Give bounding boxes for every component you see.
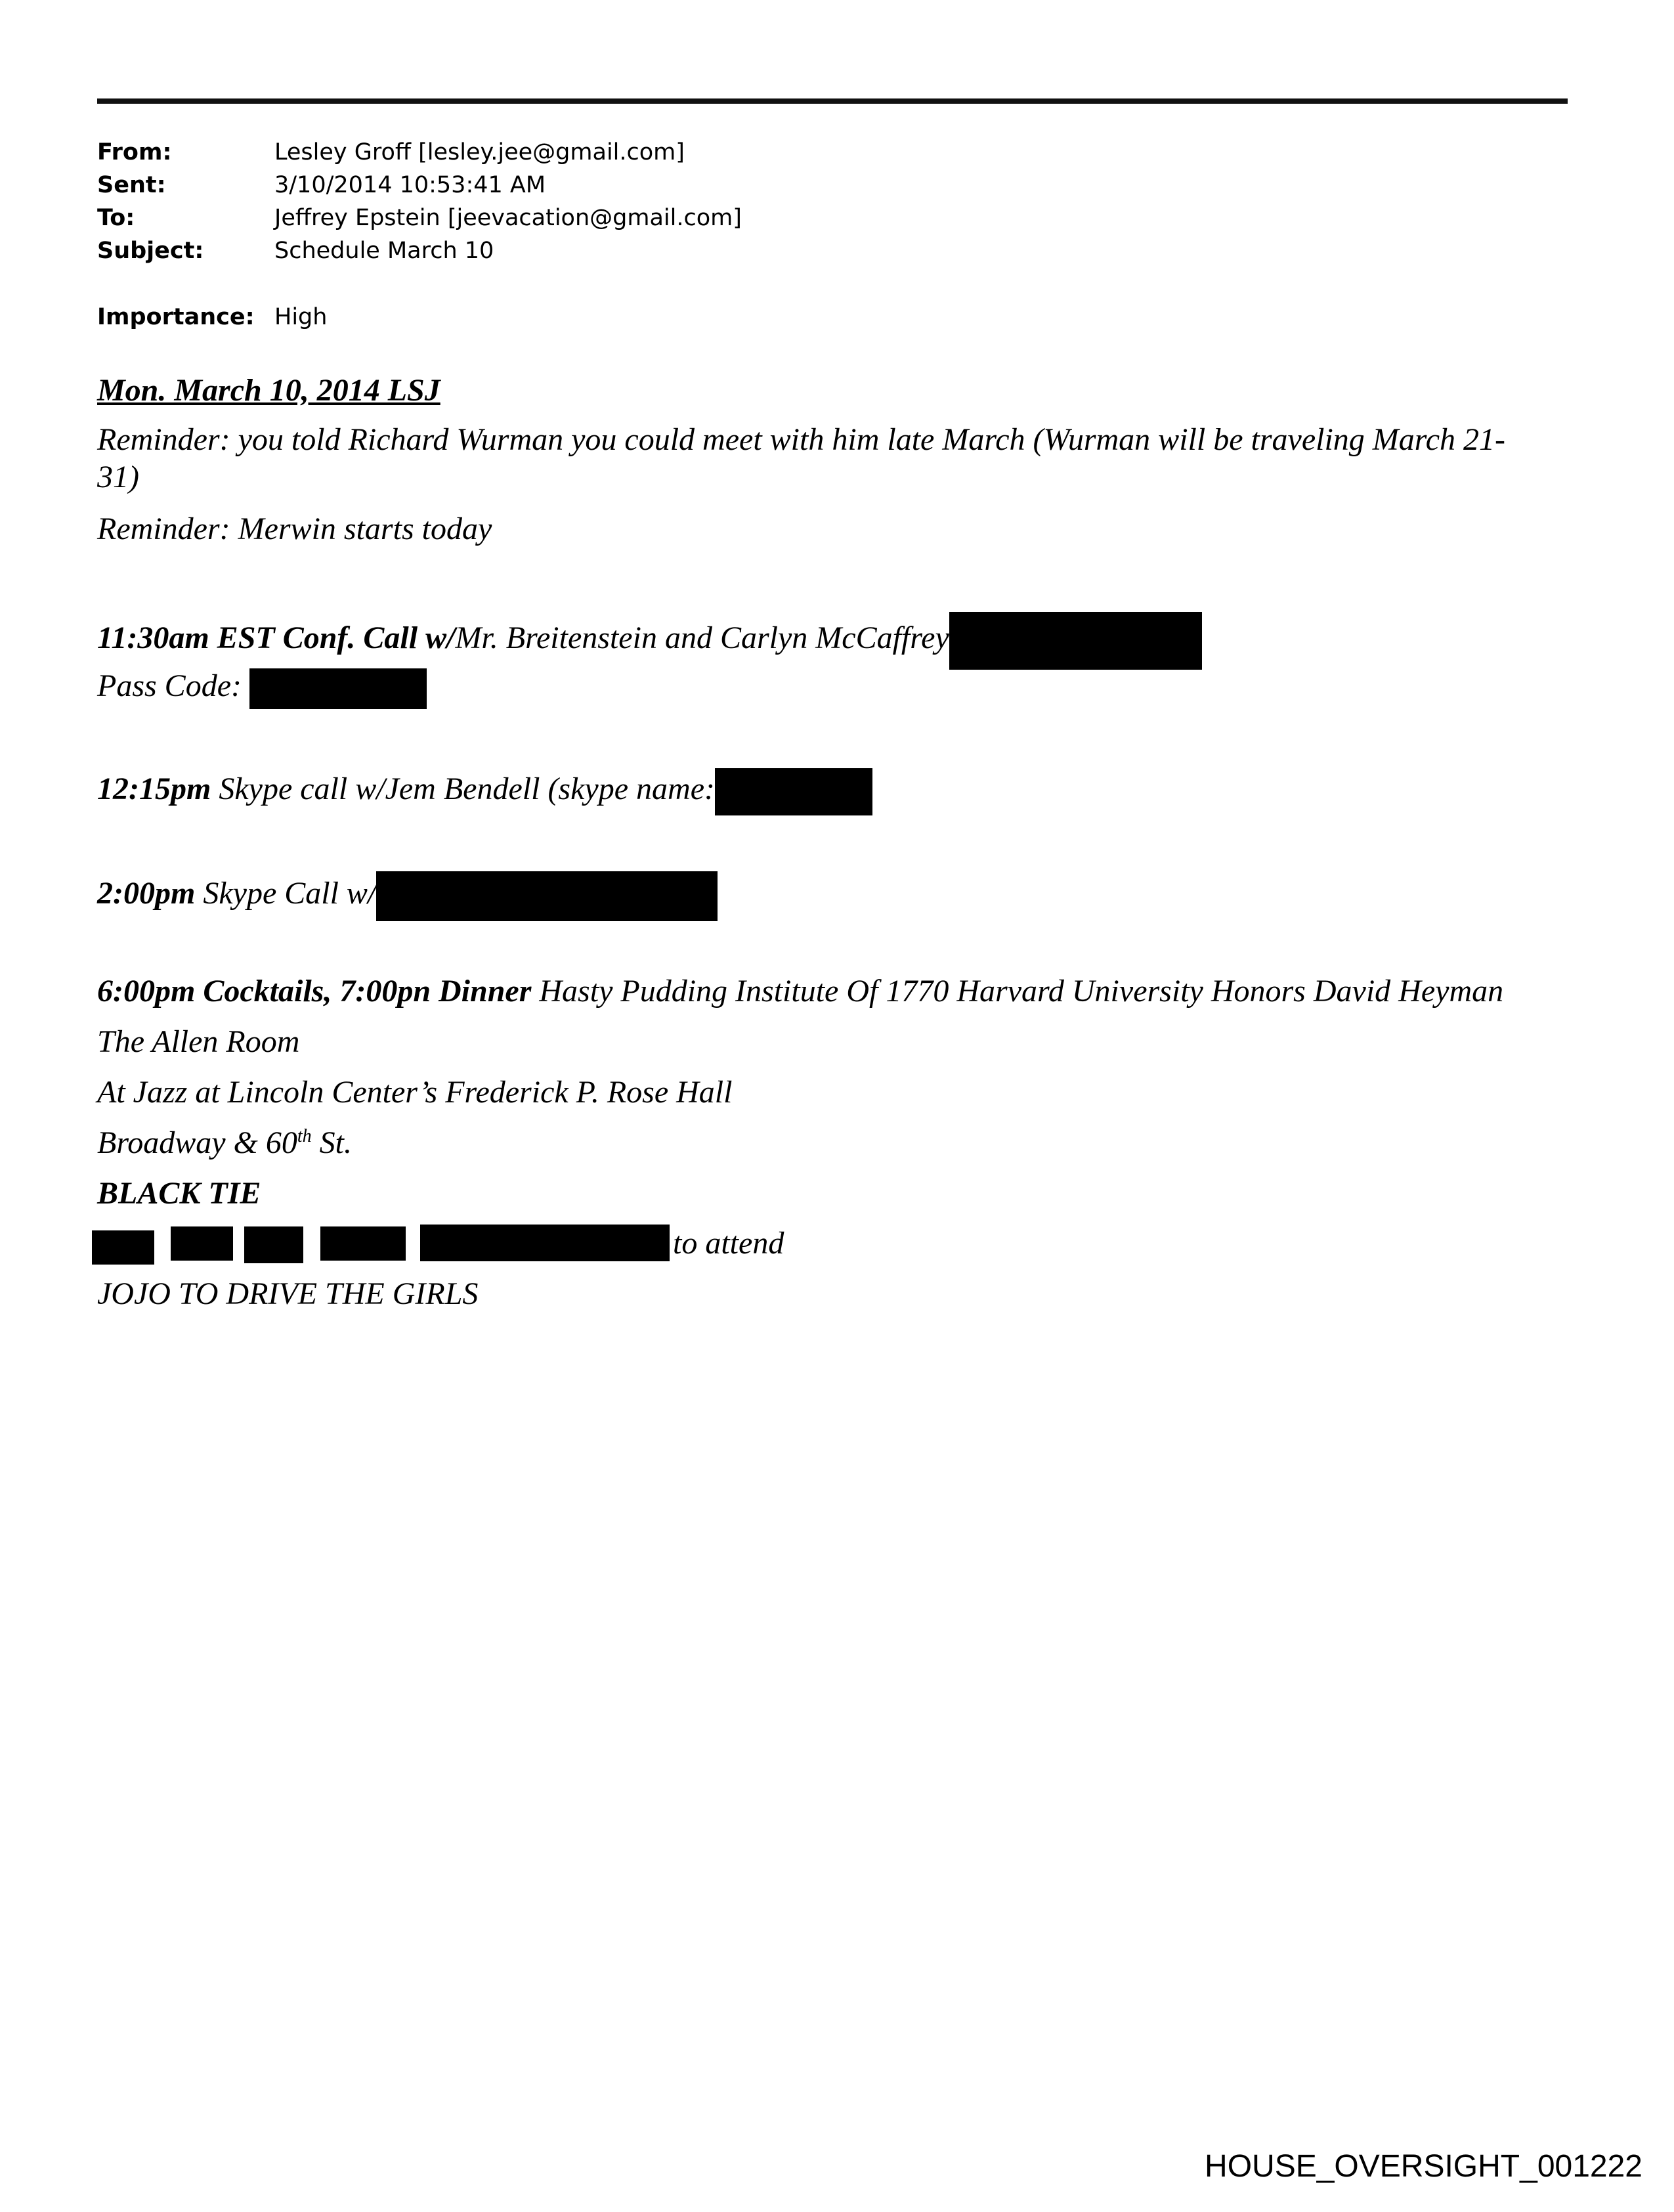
redaction-block	[949, 612, 1202, 670]
conf-call-line	[97, 612, 1202, 670]
event-description: Hasty Pudding Institute Of 1770 Harvard University Honors David Heyman	[531, 974, 1504, 1008]
from-value: Lesley Groff [lesley.jee@gmail.com]	[274, 139, 685, 165]
conf-call-participants: Mr. Breitenstein and Carlyn McCaffrey	[455, 620, 949, 656]
skype-call-2pm-line	[97, 871, 718, 921]
sent-value: 3/10/2014 10:53:41 AM	[274, 172, 546, 198]
redaction-block	[420, 1225, 670, 1261]
venue-hall: At Jazz at Lincoln Center’s Frederick P. Rose Hall	[97, 1075, 733, 1110]
redaction-block	[715, 768, 872, 815]
reminder-wurman-line1: Reminder: you told Richard Wurman you could meet with him late March (Wurman will be traveling March 21-	[97, 422, 1505, 457]
dress-code: BLACK TIE	[97, 1176, 261, 1211]
redaction-block	[244, 1226, 303, 1263]
to-label: To:	[97, 205, 135, 231]
redaction-block	[171, 1226, 233, 1261]
header-divider-rule	[97, 98, 1568, 104]
attend-text: to attend	[673, 1226, 784, 1261]
skype-call-bendell-time: 12:15pm	[97, 771, 211, 807]
skype-call-2pm-time: 2:00pm	[97, 876, 196, 911]
pass-code-label: Pass Code:	[97, 668, 242, 703]
conf-call-time: 11:30am EST Conf. Call w/	[97, 620, 456, 656]
redaction-block	[249, 668, 427, 709]
driver-note: JOJO TO DRIVE THE GIRLS	[97, 1276, 479, 1311]
venue-street-suffix: St.	[311, 1125, 352, 1160]
reminder-merwin: Reminder: Merwin starts today	[97, 511, 492, 546]
venue-street	[97, 1123, 352, 1163]
from-label: From:	[97, 139, 172, 165]
event-line	[97, 972, 1503, 1011]
venue-room: The Allen Room	[97, 1024, 300, 1059]
sent-label: Sent:	[97, 172, 166, 198]
skype-call-bendell-line	[97, 768, 872, 815]
to-value: Jeffrey Epstein [jeevacation@gmail.com]	[274, 205, 742, 231]
redaction-block	[376, 871, 718, 921]
pass-code-line	[97, 666, 427, 709]
venue-street-text: Broadway & 60	[97, 1125, 297, 1160]
importance-value: High	[274, 304, 328, 330]
importance-label: Importance:	[97, 304, 255, 330]
bates-number: HOUSE_OVERSIGHT_001222	[1205, 2149, 1642, 2184]
skype-call-bendell-text: Skype call w/Jem Bendell (skype name:	[211, 771, 715, 807]
subject-label: Subject:	[97, 238, 204, 264]
date-heading: Mon. March 10, 2014 LSJ	[97, 373, 440, 408]
redaction-block	[92, 1230, 154, 1265]
skype-call-2pm-text: Skype Call w/	[195, 876, 377, 911]
subject-value: Schedule March 10	[274, 238, 494, 264]
venue-street-sup: th	[297, 1126, 312, 1146]
redaction-block	[320, 1226, 406, 1261]
event-time: 6:00pm Cocktails, 7:00pn Dinner	[97, 974, 532, 1008]
reminder-wurman-line2: 31)	[97, 460, 139, 494]
